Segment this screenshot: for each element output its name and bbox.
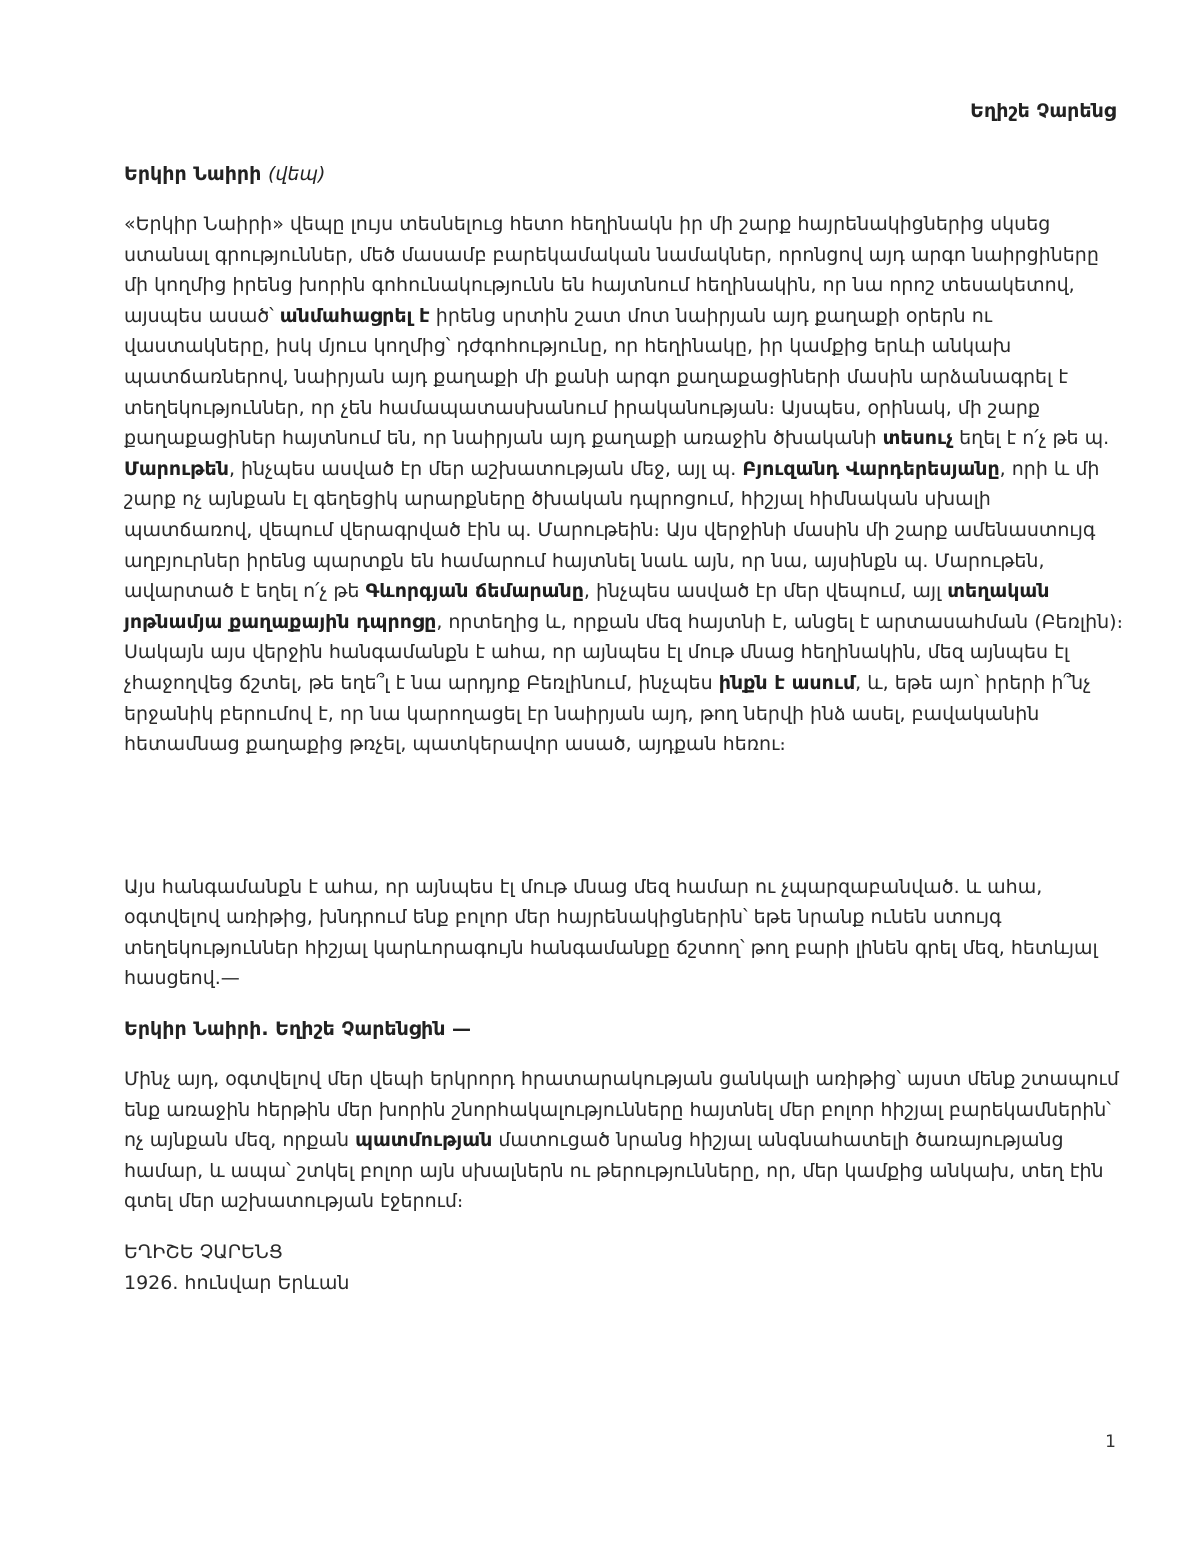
author-header: Եղիշե Չարենց xyxy=(970,100,1116,122)
emphasis-text: պատմության xyxy=(355,1129,493,1152)
emphasis-text: Մարութեն xyxy=(124,457,229,480)
paragraph-intro: «Երկիր Նաիրի» վեպը լույս տեսնելուց հետո հեղինակն իր մի շարք հայրենակիցներից սկսեց ստանալ գրություններ, մեծ մասամբ բարեկամական նամակներ, որոնցով այդ արգո նաիրցիները մի կողմից իրենց խորին գոհունակությունն են հայտնում հեղինակին, որ նա որոշ տեսակետով, այսպես ասած՝ անմահացրել է իրենց սրտին շատ մոտ նաիրյան այդ քաղաքի օրերն ու վաստակները, իսկ մյուս կողմից՝ դժգոհությունը, որ հեղինակը, իր կամքից երևի անկախ պատճառներով, նաիրյան այդ քաղաքի մի քանի արգո քաղաքացիների մասին արձանագրել է տեղեկություններ, որ չեն համապատասխանում իրականության։ Այսպես, օրինակ, մի շարք քաղաքացիներ հայտնում են, որ նաիրյան այդ քաղաքի առաջին ծխականի տեսուչ եղել է ո՛չ թե պ. Մարութեն, ինչպես ասված էր մեր աշխատության մեջ, այլ պ. Բյուզանդ Վարդերեսյանը, որի և մի շարք ոչ այնքան էլ գեղեցիկ արարքները ծխական դպրոցում, հիշյալ հիմնական սխալի պատճառով, վեպում վերագրված էին պ. Մարութեին։ Այս վերջինի մասին մի շարք ամենաստույգ աղբյուրներ իրենց պարտքն են համարում հայտնել նաև այն, որ նա, այսինքն պ. Մարութեն, ավարտած է եղել ո՛չ թե Գևորգյան ճեմարանը, ինչպես ասված էր մեր վեպում, այլ տեղական յոթնամյա քաղաքային դպրոցը, որտեղից և, որքան մեզ հայտնի է, անցել է արտասահման (Բեռլին)։ Սակայն այս վերջին հանգամանքն է ահա, որ այնպես էլ մութ մնաց հեղինակին, մեզ այնպես էլ չհաջողվեց ճշտել, թե եղե՞լ է նա արդյոք Բեռլինում, ինչպես ինքն է ասում, և, եթե այո՝ իրերի ի՞նչ երջանիկ բերումով է, որ նա կարողացել էր նաիրյան այդ, թող ներվի ինձ ասել, բավականին հետամնաց քաղաքից թռչել, պատկերավոր ասած, այդքան հեռու։ xyxy=(124,213,1123,756)
title-subtitle: (վեպ) xyxy=(267,163,326,185)
title-main: Երկիր Նաիրի xyxy=(124,163,262,185)
emphasis-text: Բյուզանդ Վարդերեսյանը xyxy=(742,457,1000,480)
emphasis-text: տեսուչ xyxy=(882,427,954,450)
address-heading: Երկիր Նաիրի. Եղիշե Չարենցին — xyxy=(124,1018,472,1041)
paragraph-request: Այս հանգամանքն է ահա, որ այնպես էլ մութ մնաց մեզ համար ու չպարզաբանված. և ահա, օգտվելով առիթից, խնդրում ենք բոլոր մեր հայրենակիցներին՝ եթե նրանք ունեն ստույգ տեղեկություններ հիշյալ կարևորագույն հանգամանքը ճշտող՝ թող բարի լինեն գրել մեզ, հետևյալ հասցեով.— xyxy=(124,875,1098,990)
emphasis-text: ինքն է ասում xyxy=(718,671,856,694)
document-title xyxy=(124,159,1124,189)
paragraph-thanks: Մինչ այդ, օգտվելով մեր վեպի երկրորդ հրատարակության ցանկալի առիթից՝ այստ մենք շտապում ենք առաջին հերթին մեր խորին շնորհակալությունները հայտնել մեր բոլոր հիշյալ բարեկամներին՝ ոչ այնքան մեզ, որքան պատմության մատուցած նրանց հիշյալ անգնահատելի ծառայությանց համար, և ապա՝ շտկել բոլոր այն սխալներն ու թերությունները, որ, մեր կամքից անկախ, տեղ էին գտել մեր աշխատության էջերում։ xyxy=(124,1068,1119,1213)
emphasis-text: Գևորգյան ճեմարանը xyxy=(365,580,584,603)
emphasis-text: անմահացրել է xyxy=(279,304,430,327)
signature-name: ԵՂԻՇԵ ՉԱՐԵՆՑ xyxy=(124,1241,283,1264)
page-number: 1 xyxy=(1105,1432,1116,1452)
document-body xyxy=(124,159,1124,1298)
signature-date: 1926. հունվար Երևան xyxy=(124,1271,350,1294)
emphasis-text: տեղական յոթնամյա քաղաքային դպրոցը xyxy=(124,580,1050,633)
